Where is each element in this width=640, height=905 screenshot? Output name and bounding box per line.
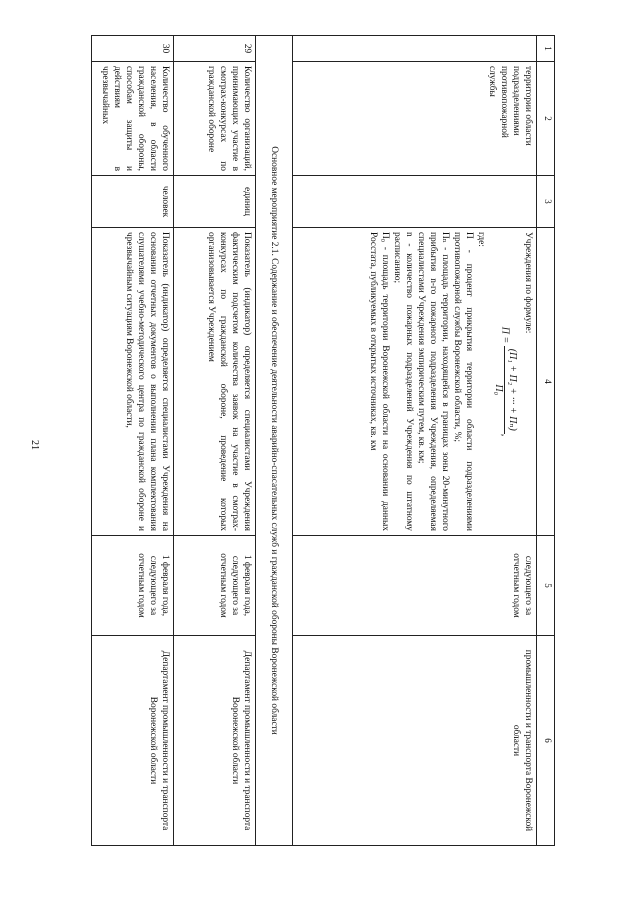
formula-def-p: П - процент прикрытия территории области подразделениями противопожарной службы Воронежской области, %; (452, 232, 475, 531)
responsible-cell: промышленности и транспорта Воронежской области (293, 636, 537, 846)
formula-def-p0: П₀ - площадь территории Воронежской области на основании данных Росстата, публикуемых в открытых источниках, кв. км (368, 232, 391, 531)
row-num-cell: 29 (174, 36, 256, 62)
indicators-table (91, 35, 555, 846)
responsible-cell: Департамент промышленности и транспорта Воронежской области (174, 636, 256, 846)
formula: П = (П₁ + П₂ + ··· + Пₙ) П₀ , (493, 326, 518, 437)
header-col-1: 1 (537, 36, 555, 62)
method-intro: Учреждения по формуле: (523, 232, 533, 334)
section-title: Основное мероприятие 2.1. Содержание и обеспечение деятельности аварийно-спасательных служб и гражданской обороны Воронежской области (256, 36, 293, 846)
row-num-cell (293, 36, 537, 62)
deadline-cell: следующего за отчетным годом (293, 536, 537, 636)
header-col-5: 5 (537, 536, 555, 636)
deadline-cell: 1 февраля года, следующего за отчетным годом (92, 536, 174, 636)
unit-cell: человек (92, 176, 174, 228)
header-col-3: 3 (537, 176, 555, 228)
method-cell: Показатель (индикатор) определяется специалистами Учреждения фактическим подсчетом количества заявок на участие в смотрах-конкурсах по гражданской обороне, проведение которых организовывается Учреждением (174, 228, 256, 536)
method-cell: Показатель (индикатор) определяется специалистами Учреждения на основании отчетных документов о выполнении плана комплектования слушателями учебно-методического центра по гражданской обороне и чрезвычайным ситуациям Воронежской области, (92, 228, 174, 536)
table-row (92, 36, 174, 846)
formula-def-n: n - количество пожарных подразделений Учреждения по штатному расписанию; (392, 232, 415, 531)
formula-lhs: П = (499, 326, 511, 344)
rotated-table-area (55, 35, 555, 845)
section-row (256, 36, 293, 846)
page-number: 21 (29, 440, 40, 450)
indicator-name-cell: Количество обученного населения, в области гражданской обороны, способам защиты и действиям в чрезвычайных (92, 62, 174, 176)
header-col-6: 6 (537, 636, 555, 846)
row-num-cell: 30 (92, 36, 174, 62)
formula-fraction (491, 346, 518, 434)
unit-cell: единиц (174, 176, 256, 228)
formula-denominator: П₀ (493, 384, 505, 396)
unit-cell (293, 176, 537, 228)
formula-where: где: (476, 232, 487, 247)
indicator-name-cell: территории области подразделениями противопожарной службы (293, 62, 537, 176)
header-col-2: 2 (537, 62, 555, 176)
header-col-4: 4 (537, 228, 555, 536)
indicator-name-cell: Количество организаций, принимающих участие в смотрах-конкурсах по гражданской обороне (174, 62, 256, 176)
deadline-cell: 1 февраля года, следующего за отчетным годом (174, 536, 256, 636)
table-row-continued (293, 36, 537, 846)
table-row (174, 36, 256, 846)
method-cell (293, 228, 537, 536)
responsible-cell: Департамент промышленности и транспорта Воронежской области (92, 636, 174, 846)
formula-numerator: (П₁ + П₂ + ··· + Пₙ) (504, 346, 518, 434)
formula-def-pn: Пₙ - площадь территории, находящейся в границах зоны 20-минутного прибытия n-го пожарного подразделения Учреждения, определяемая специалистами Учреждения эмпирическим путем, кв. км; (416, 232, 451, 531)
header-row (537, 36, 555, 846)
